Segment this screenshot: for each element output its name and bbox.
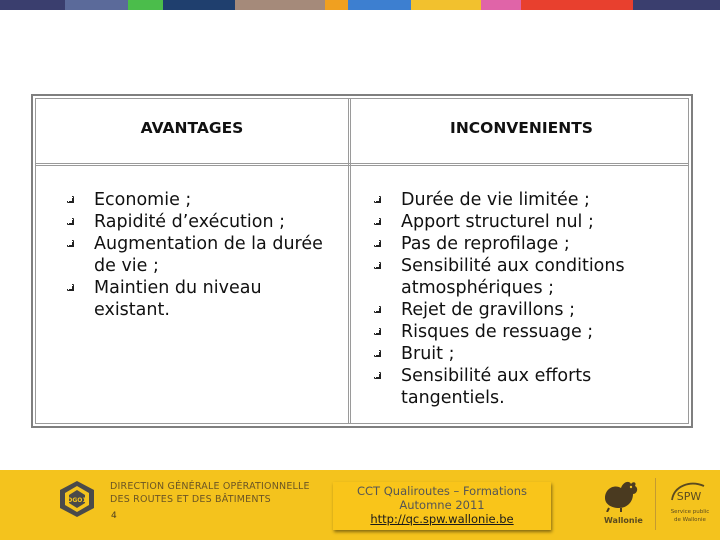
cct-title: CCT Qualiroutes – Formations	[357, 484, 527, 498]
spw-subtitle	[665, 508, 715, 524]
checkbox-bullet-icon	[67, 218, 74, 225]
dgo-title	[110, 481, 310, 506]
list-item	[67, 189, 337, 211]
list-item	[374, 255, 684, 299]
color-stripe	[163, 0, 235, 10]
list-item	[67, 277, 337, 321]
column-divider	[348, 99, 351, 423]
wallonie-label: Wallonie	[604, 516, 643, 525]
list-item-text: Augmentation de la durée de vie ;	[94, 234, 323, 276]
color-stripe	[481, 0, 521, 10]
list-item-text: Economie ;	[94, 190, 192, 210]
inconvenients-list	[374, 189, 684, 409]
svg-text:DGO1: DGO1	[67, 497, 87, 504]
list-item-text: Maintien du niveau existant.	[94, 278, 262, 320]
list-item	[67, 233, 337, 277]
checkbox-bullet-icon	[374, 196, 381, 203]
list-item	[374, 189, 684, 211]
spw-logo-text: SPW	[676, 490, 702, 503]
checkbox-bullet-icon	[374, 350, 381, 357]
list-item	[374, 343, 684, 365]
header-divider	[36, 163, 688, 166]
color-stripe	[411, 0, 481, 10]
dgo-line-1: DIRECTION GÉNÉRALE OPÉRATIONNELLE	[110, 481, 310, 492]
checkbox-bullet-icon	[374, 372, 381, 379]
spw-sub-line-1: Service public	[670, 509, 710, 515]
list-item	[374, 299, 684, 321]
comparison-table	[31, 94, 693, 428]
checkbox-bullet-icon	[374, 262, 381, 269]
checkbox-bullet-icon	[67, 284, 74, 291]
wallonie-rooster-icon	[597, 478, 645, 512]
color-stripe	[65, 0, 128, 10]
color-stripe	[633, 0, 720, 10]
cct-season: Automne 2011	[399, 498, 485, 512]
checkbox-bullet-icon	[374, 306, 381, 313]
list-item-text: Rejet de gravillons ;	[401, 300, 575, 320]
list-item-text: Sensibilité aux conditions atmosphériques ;	[401, 256, 625, 298]
checkbox-bullet-icon	[67, 240, 74, 247]
list-item-text: Apport structurel nul ;	[401, 212, 594, 232]
color-stripe	[0, 0, 65, 10]
list-item	[67, 211, 337, 233]
dgo-line-2: DES ROUTES ET DES BÂTIMENTS	[110, 493, 271, 505]
checkbox-bullet-icon	[67, 196, 74, 203]
list-item-text: Pas de reprofilage ;	[401, 234, 570, 254]
spw-sub-line-2: de Wallonie	[674, 517, 706, 523]
top-color-bar	[0, 0, 720, 10]
checkbox-bullet-icon	[374, 218, 381, 225]
table-inner-frame	[35, 98, 689, 424]
color-stripe	[521, 0, 633, 10]
list-item	[374, 211, 684, 233]
list-item-text: Durée de vie limitée ;	[401, 190, 590, 210]
avantages-list	[67, 189, 337, 321]
color-stripe	[325, 0, 348, 10]
footer-separator	[655, 478, 656, 530]
list-item-text: Bruit ;	[401, 344, 455, 364]
cct-info-box	[333, 482, 551, 530]
cct-link[interactable]: http://qc.spw.wallonie.be	[370, 512, 514, 526]
list-item-text: Risques de ressuage ;	[401, 322, 594, 342]
color-stripe	[348, 0, 411, 10]
color-stripe	[235, 0, 325, 10]
list-item-text: Rapidité d’exécution ;	[94, 212, 286, 232]
list-item	[374, 233, 684, 255]
page-number: 4	[111, 511, 117, 521]
list-item-text: Sensibilité aux efforts tangentiels.	[401, 366, 592, 408]
spw-logo-icon	[668, 480, 708, 506]
checkbox-bullet-icon	[374, 328, 381, 335]
color-stripe	[128, 0, 163, 10]
list-item	[374, 321, 684, 343]
header-avantages: AVANTAGES	[140, 119, 244, 137]
header-inconvenients: INCONVENIENTS	[450, 119, 593, 137]
checkbox-bullet-icon	[374, 240, 381, 247]
list-item	[374, 365, 684, 409]
dgo-logo-icon	[58, 480, 96, 518]
